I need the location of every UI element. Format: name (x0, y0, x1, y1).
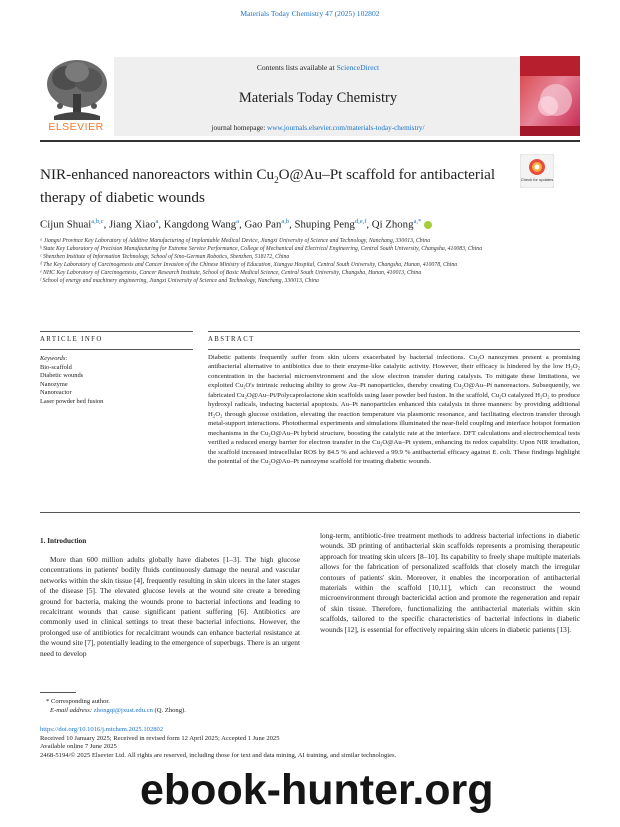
copyright-notice: 2468-5194/© 2025 Elsevier Ltd. All rights are reserved, including those for text and data mining, AI training, and similar technologies. (40, 751, 397, 759)
keyword-item: Laser powder bed fusion (40, 397, 104, 405)
article-title (40, 166, 500, 207)
keywords-list (40, 355, 200, 406)
abstract-mid-rule (208, 349, 580, 350)
author-list: Cijun Shuai$^{a,b,c}$, Jiang Xiao$^a$, Kangdong Wang$^a$, Gao Pan$^{a,b}$, Shuping Peng$^{d,e,f}$, Qi Zhong$^{a,*}$ (40, 218, 600, 231)
author-affiliation-marker[interactable]: a,b (281, 218, 290, 225)
article-info-heading: ARTICLE INFO (40, 336, 103, 343)
author-name[interactable]: Jiang Xiao (108, 218, 156, 231)
header-divider (40, 140, 580, 142)
available-online-date: Available online 7 June 2025 (40, 743, 117, 750)
introduction-left-column: More than 600 million adults globally have diabetes [1–3]. The high glucose concentrations in patients' bodily fluids continuously damage the neural and vascular networks within the skin tissue [4], frequently resulting in skin ulcers in the later stages of the disease [5]. The elevated glucose levels at the wound site create a breeding ground for bacteria, making the wounds prone to bacterial infections and leading to recalcitrant wounds that cause significant patient suffering [6]. Antibiotics are commonly used in clinical settings to treat these bacterial infections. However, the prolonged use of antibiotics for recalcitrant wounds can enhance bacterial resistance at the wound site [7], potentially leading to the emergence of superbugs. There is an urgent need to develop (40, 555, 300, 658)
title-part-1: NIR-enhanced nanoreactors within Cu (40, 166, 275, 183)
abstract-top-rule (208, 331, 580, 332)
abstract-text: Diabetic patients frequently suffer from skin ulcers exacerbated by bacterial infections. Cu₂O nanozymes present a promising antibacterial alternative to antibiotics due to their enzyme-like catalytic activity. However, their efficacy is hindered by the low H₂O₂ concentration in the bacterial microenvironment and the slow electron transfer during catalysis. To mitigate these limitations, we exploited Cu₂O's intrinsic reducing ability to grow Au–Pt nanoparticles, thereby creating Cu₂O@Au–Pt nanoreactors. Subsequently, we fabricated Cu₂O@Au–Pt/Polycaprolactone skin scaffolds using laser powder bed fusion. In the scaffold, Cu₂O catalyzed H₂O₂ to produce hydroxyl radicals, inducing bacterial apoptosis. Au–Pt nanoparticles enhanced this catalysis in three manners: by providing additional H₂O₂ through glucose oxidation, elevating the reaction temperature via plasmonic resonance, and facilitating electron transfer through metal-support interactions. Photothermal experiments and simulations illuminated the near-field coupling and interface hotspot formation mechanisms in the Cu₂O@Au–Pt hybrid structure, boosting the catalytic rate at the interface. DFT calculations and electrochemical tests verified a reduced energy barrier for electron transfer in the Cu₂O@Au–Pt system, enhancing its redox capability. Upon NIR irradiation, the scaffold increased intracellular ROS by 84.5 % and achieved a 99.9 % antibacterial efficacy against E. coli. These findings highlight the potential of the Cu₂O@Au–Pt nanozyme scaffold for treating diabetic wounds. (208, 354, 580, 465)
author-affiliation-marker[interactable]: a (236, 218, 240, 225)
footnotes (40, 697, 340, 715)
doi-link[interactable]: https://doi.org/10.1016/j.mtchem.2025.102802 (40, 726, 164, 733)
affiliation-item: ᶜ Shenzhen Institute of Information Technology, School of Sino-German Robotics, Shenzhen, 518172, China (40, 253, 290, 260)
journal-title: Materials Today Chemistry (238, 90, 398, 106)
info-top-rule (40, 331, 193, 332)
publisher-name: ELSEVIER (48, 121, 104, 133)
watermark: ebook-hunter.org (140, 766, 494, 814)
article-metadata (40, 726, 580, 760)
introduction-right-column: long-term, antibiotic-free treatment methods to address bacterial infections in diabetic wounds. 3D printing of antibacterial skin scaffolds represents a promising therapeutic approach for treating skin ulcers [8–10]. Its capability to freely shape multiple materials allows for the fabrication of personalized scaffolds that closely match the irregular contours of patients' skin. Moreover, it enables the incorporation of antibacterial materials within the scaffold [10,11], which can reconstruct the wound microenvironment through bactericidal action and promote the regeneration and repair of skin tissue. Therefore, functionalizing the antibacterial materials within skin scaffolds, tailored to the specific characteristics of bacterial infections in diabetic wounds [12], is essential for effectively repairing skin ulcers in diabetic patients [13]. (320, 531, 580, 634)
title-part-2: O@Au–Pt scaffold for antibacterial therapy of diabetic wounds (40, 166, 496, 207)
homepage-line (118, 124, 518, 132)
author-affiliation-marker[interactable]: a (155, 218, 159, 225)
title-subscript: 2 (274, 175, 279, 186)
info-mid-rule (40, 349, 193, 350)
orcid-icon[interactable] (424, 221, 432, 229)
abstract-heading: ABSTRACT (208, 336, 255, 343)
affiliation-item: ᵇ State Key Laboratory of Precision Manufacturing for Extreme Service Performance, College of Mechanical and Electrical Engineering, Central South University, Changsha, 410083, China (40, 245, 483, 252)
received-dates: Received 10 January 2025; Received in revised form 12 April 2025; Accepted 1 June 2025 (40, 734, 280, 742)
journal-homepage-link[interactable]: www.journals.elsevier.com/materials-today-chemistry/ (267, 124, 425, 132)
contents-line (118, 63, 518, 72)
affiliation-item: ᵉ NHC Key Laboratory of Carcinogenesis, Cancer Research Institute, School of Basic Medical Science, Central South University, Changsha, Hunan, 410013, China (40, 269, 422, 276)
abstract-bottom-rule (40, 512, 580, 513)
email-line (40, 706, 340, 715)
author-affiliation-marker[interactable]: a,b,c (91, 218, 104, 225)
introduction-heading: 1. Introduction (40, 537, 87, 545)
affiliation-item: ᶠ School of energy and machinery engineering, Jiangxi University of Science and Technology, Nanchang, 330013, China (40, 277, 319, 284)
journal-reference-link[interactable]: Materials Today Chemistry 47 (2025) 102802 (240, 9, 380, 18)
keyword-item: Nanoreactor (40, 389, 72, 396)
affiliation-item: ᵃ Jiangxi Province Key Laboratory of Additive Manufacturing of Implantable Medical Device, Jiangxi University of Science and Technology, Nanchang, 330013, China (40, 238, 431, 244)
email-label: E-mail address: (50, 707, 94, 714)
author-name[interactable]: Shuping Peng (294, 218, 355, 231)
keyword-item: Diabetic wounds (40, 372, 84, 379)
keyword-item: Bio-scaffold (40, 363, 72, 371)
svg-text:Check for updates: Check for updates (520, 177, 554, 182)
author-name[interactable]: Cijun Shuai (40, 218, 92, 231)
author-affiliation-marker[interactable]: a,* (413, 218, 422, 225)
author-name[interactable]: Kangdong Wang (163, 218, 237, 231)
contents-prefix: Contents lists available at (256, 63, 337, 72)
keyword-item: Nanozyme (40, 380, 68, 388)
affiliation-item: ᵈ The Key Laboratory of Carcinogenesis and Cancer Invasion of the Chinese Ministry of Education, Xiangya Hospital, Central South University, Changsha, Hunan, 410078, China (40, 261, 458, 268)
email-link[interactable]: zhongqi@jxust.edu.cn (93, 707, 153, 714)
homepage-prefix: journal homepage: (211, 124, 268, 132)
corresponding-author-note: * Corresponding author. (46, 698, 110, 705)
check-for-updates-icon[interactable] (520, 154, 554, 188)
author-affiliation-marker[interactable]: d,e,f (354, 218, 367, 225)
author-name[interactable]: Gao Pan (244, 218, 282, 231)
journal-cover-image (520, 56, 580, 136)
sciencedirect-link[interactable]: ScienceDirect (336, 63, 380, 72)
author-name[interactable]: Qi Zhong (371, 218, 414, 231)
email-suffix: (Q. Zhong). (152, 707, 186, 714)
keywords-label: Keywords: (40, 355, 68, 362)
footnote-rule (40, 692, 76, 693)
affiliations (40, 238, 580, 285)
